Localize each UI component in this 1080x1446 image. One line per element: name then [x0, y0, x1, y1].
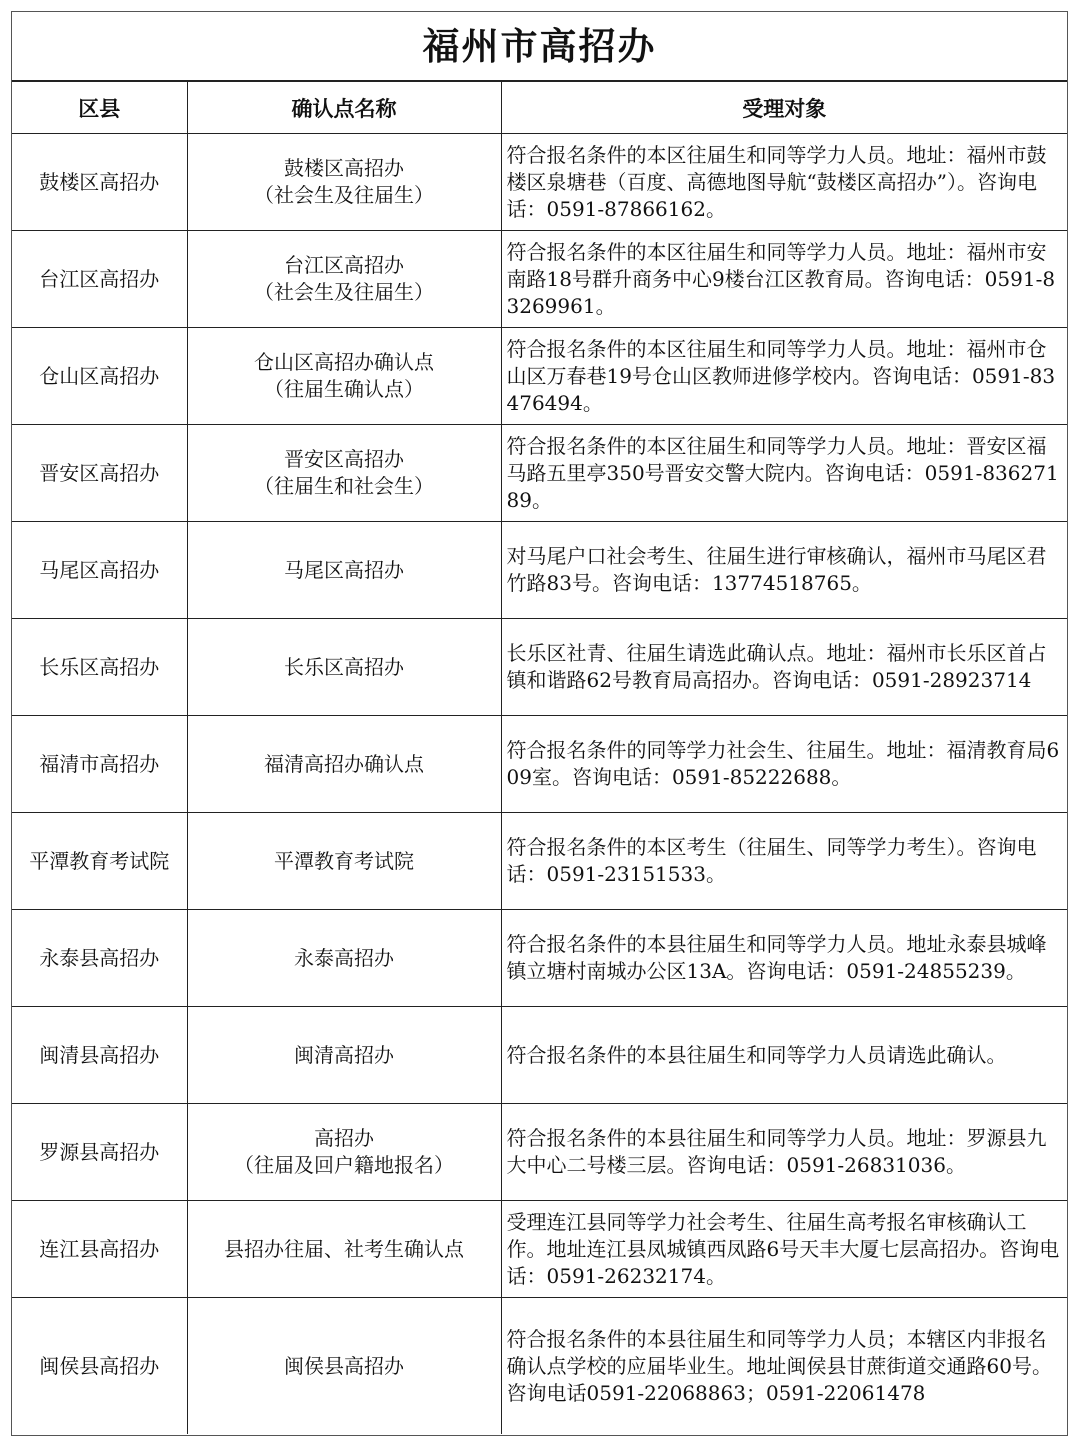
- county-cell: 福清市高招办: [12, 716, 187, 813]
- table-row: [12, 910, 1067, 1007]
- point-cell: [187, 522, 501, 619]
- point-name-line: 晋安区高招办: [284, 447, 404, 471]
- table-row: [12, 425, 1067, 522]
- point-name-line: 台江区高招办: [284, 253, 404, 277]
- scope-cell: 符合报名条件的本区往届生和同等学力人员。地址：福州市鼓楼区泉塘巷（百度、高德地图导航“鼓楼区高招办”）。咨询电话：0591-87866162。: [501, 134, 1067, 231]
- point-name-line: 马尾区高招办: [284, 557, 404, 582]
- table-row: [12, 522, 1067, 619]
- county-cell: 鼓楼区高招办: [12, 134, 187, 231]
- county-cell: 闽侯县高招办: [12, 1298, 187, 1435]
- table-row: [12, 1201, 1067, 1298]
- point-name-line: 平潭教育考试院: [274, 848, 414, 873]
- point-name-line: 仓山区高招办确认点: [254, 350, 434, 374]
- point-note-line: （社会生及往届生）: [254, 280, 434, 304]
- point-name-line: 高招办: [314, 1126, 374, 1150]
- page-title: 福州市高招办: [12, 12, 1067, 82]
- scope-cell: 符合报名条件的本县往届生和同等学力人员。地址永泰县城峰镇立塘村南城办公区13A。咨询电话：0591-24855239。: [501, 910, 1067, 1007]
- point-name-line: 长乐区高招办: [284, 654, 404, 679]
- point-cell: [187, 910, 501, 1007]
- point-cell: [187, 1201, 501, 1298]
- scope-cell: 符合报名条件的本区往届生和同等学力人员。地址：晋安区福马路五里亭350号晋安交警大院内。咨询电话：0591-83627189。: [501, 425, 1067, 522]
- confirmation-points-table: [12, 82, 1067, 1434]
- scope-cell: 符合报名条件的本区往届生和同等学力人员。地址：福州市安南路18号群升商务中心9楼台江区教育局。咨询电话：0591-83269961。: [501, 231, 1067, 328]
- table-row: [12, 1104, 1067, 1201]
- notice-sheet: [11, 11, 1068, 1436]
- table-row: [12, 716, 1067, 813]
- point-name-line: 闽清高招办: [294, 1042, 394, 1067]
- scope-cell: 符合报名条件的本县往届生和同等学力人员；本辖区内非报名确认点学校的应届毕业生。地址闽侯县甘蔗街道交通路60号。咨询电话0591-22068863；0591-22061478: [501, 1298, 1067, 1435]
- county-cell: 闽清县高招办: [12, 1007, 187, 1104]
- table-row: [12, 328, 1067, 425]
- point-name-line: 县招办往届、社考生确认点: [224, 1236, 464, 1261]
- table-row: [12, 1298, 1067, 1435]
- header-scope: 受理对象: [501, 82, 1067, 134]
- point-name-line: 鼓楼区高招办: [284, 156, 404, 180]
- county-cell: 马尾区高招办: [12, 522, 187, 619]
- scope-cell: 对马尾户口社会考生、往届生进行审核确认，福州市马尾区君竹路83号。咨询电话：13774518765。: [501, 522, 1067, 619]
- scope-cell: 符合报名条件的本区考生（往届生、同等学力考生）。咨询电话：0591-23151533。: [501, 813, 1067, 910]
- scope-cell: 符合报名条件的本县往届生和同等学力人员请选此确认。: [501, 1007, 1067, 1104]
- table-header-row: [12, 82, 1067, 134]
- point-note-line: （往届生确认点）: [264, 377, 424, 401]
- table-row: [12, 231, 1067, 328]
- header-county: 区县: [12, 82, 187, 134]
- point-cell: [187, 328, 501, 425]
- point-cell: [187, 231, 501, 328]
- point-cell: [187, 1298, 501, 1435]
- table-row: [12, 813, 1067, 910]
- county-cell: 晋安区高招办: [12, 425, 187, 522]
- point-name-line: 永泰高招办: [294, 945, 394, 970]
- county-cell: 仓山区高招办: [12, 328, 187, 425]
- point-note-line: （往届及回户籍地报名）: [234, 1153, 454, 1177]
- scope-cell: 符合报名条件的本县往届生和同等学力人员。地址：罗源县九大中心二号楼三层。咨询电话：0591-26831036。: [501, 1104, 1067, 1201]
- header-point: 确认点名称: [187, 82, 501, 134]
- scope-cell: 受理连江县同等学力社会考生、往届生高考报名审核确认工作。地址连江县凤城镇西凤路6号天丰大厦七层高招办。咨询电话：0591-26232174。: [501, 1201, 1067, 1298]
- point-note-line: （往届生和社会生）: [254, 474, 434, 498]
- county-cell: 台江区高招办: [12, 231, 187, 328]
- point-cell: [187, 1104, 501, 1201]
- point-name-line: 闽侯县高招办: [284, 1353, 404, 1378]
- point-cell: [187, 425, 501, 522]
- scope-cell: 长乐区社青、往届生请选此确认点。地址：福州市长乐区首占镇和谐路62号教育局高招办。咨询电话：0591-28923714: [501, 619, 1067, 716]
- point-cell: [187, 134, 501, 231]
- point-cell: [187, 716, 501, 813]
- point-cell: [187, 619, 501, 716]
- point-name-line: 福清高招办确认点: [264, 751, 424, 776]
- point-cell: [187, 1007, 501, 1104]
- county-cell: 罗源县高招办: [12, 1104, 187, 1201]
- county-cell: 长乐区高招办: [12, 619, 187, 716]
- table-row: [12, 1007, 1067, 1104]
- table-row: [12, 134, 1067, 231]
- scope-cell: 符合报名条件的同等学力社会生、往届生。地址：福清教育局609室。咨询电话：0591-85222688。: [501, 716, 1067, 813]
- county-cell: 永泰县高招办: [12, 910, 187, 1007]
- county-cell: 连江县高招办: [12, 1201, 187, 1298]
- table-row: [12, 619, 1067, 716]
- county-cell: 平潭教育考试院: [12, 813, 187, 910]
- point-cell: [187, 813, 501, 910]
- point-note-line: （社会生及往届生）: [254, 183, 434, 207]
- scope-cell: 符合报名条件的本区往届生和同等学力人员。地址：福州市仓山区万春巷19号仓山区教师进修学校内。咨询电话：0591-83476494。: [501, 328, 1067, 425]
